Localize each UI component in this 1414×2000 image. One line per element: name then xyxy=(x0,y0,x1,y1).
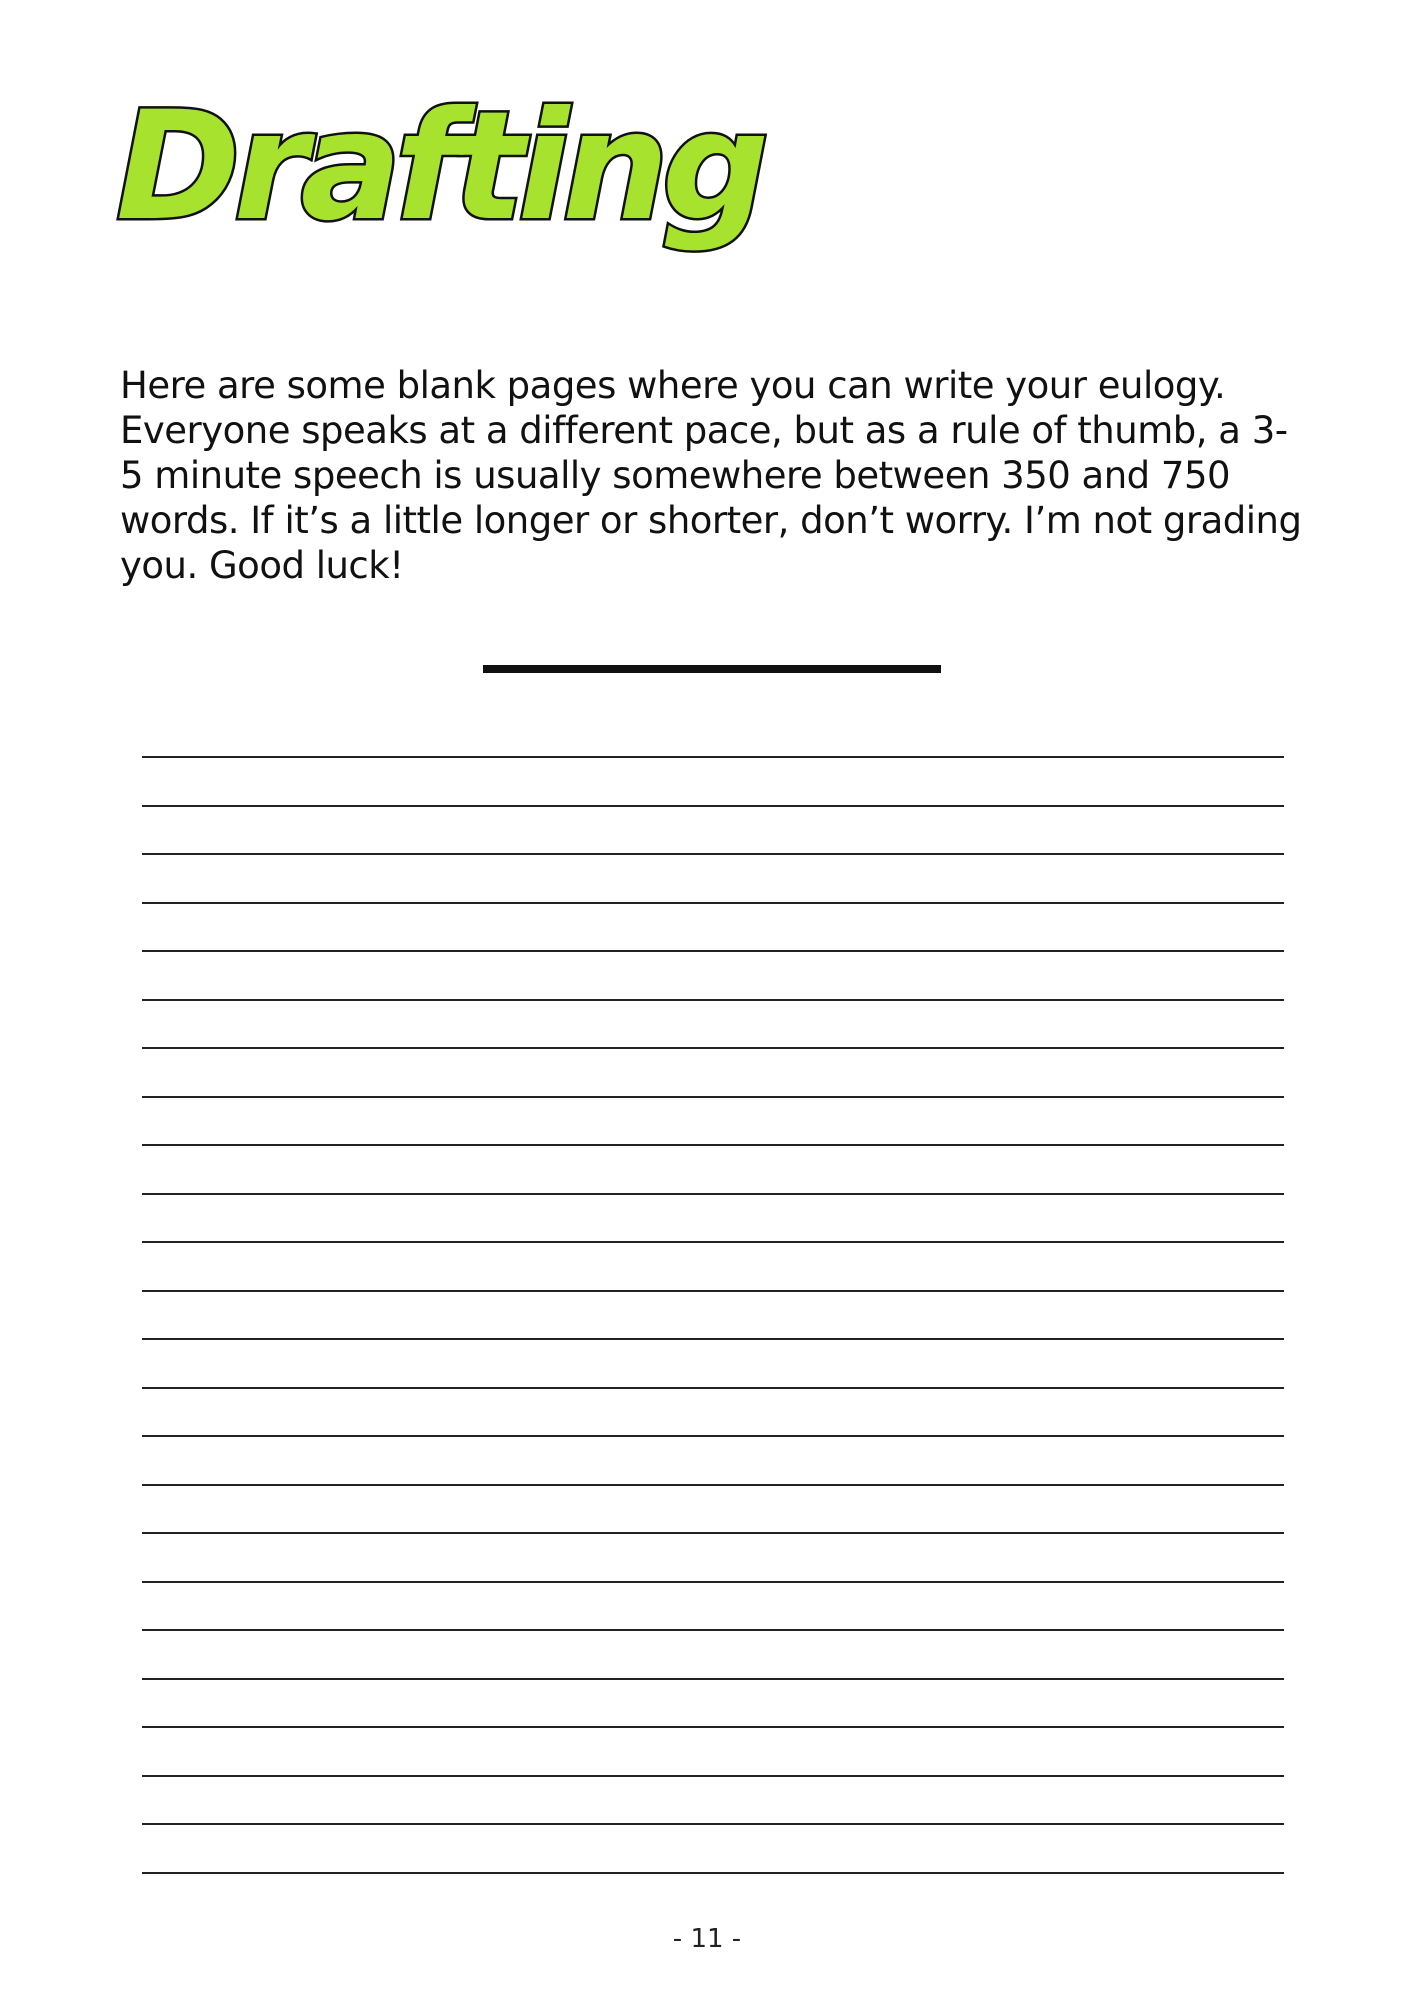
writing-line xyxy=(142,902,1284,951)
writing-line xyxy=(142,1047,1284,1096)
writing-line xyxy=(142,1387,1284,1436)
writing-line xyxy=(142,756,1284,805)
writing-line xyxy=(142,1775,1284,1824)
writing-line xyxy=(142,853,1284,902)
writing-line xyxy=(142,1096,1284,1145)
writing-line xyxy=(142,1532,1284,1581)
writing-line xyxy=(142,1678,1284,1727)
writing-line xyxy=(142,1581,1284,1630)
writing-line xyxy=(142,1290,1284,1339)
intro-paragraph: Here are some blank pages where you can write your eulogy. Everyone speaks at a different pace, but as a rule of thumb, a 3-5 minute speech is usually somewhere between 350 and 750 words. If it’s a little longer or shorter, don’t worry. I’m not grading you. Good luck! xyxy=(120,364,1302,587)
writing-line xyxy=(142,1435,1284,1484)
page-number: - 11 - xyxy=(672,1924,742,1954)
writing-line xyxy=(142,1193,1284,1242)
writing-lines xyxy=(142,756,1284,1920)
page-title: Drafting xyxy=(116,80,763,254)
writing-line xyxy=(142,1823,1284,1872)
writing-line xyxy=(142,1338,1284,1387)
writing-line xyxy=(142,1484,1284,1533)
section-divider xyxy=(483,665,941,673)
writing-line xyxy=(142,1144,1284,1193)
writing-line xyxy=(142,1726,1284,1775)
writing-line xyxy=(142,999,1284,1048)
writing-line xyxy=(142,1241,1284,1290)
writing-line xyxy=(142,805,1284,854)
writing-line xyxy=(142,950,1284,999)
writing-line xyxy=(142,1629,1284,1678)
writing-line xyxy=(142,1872,1284,1921)
